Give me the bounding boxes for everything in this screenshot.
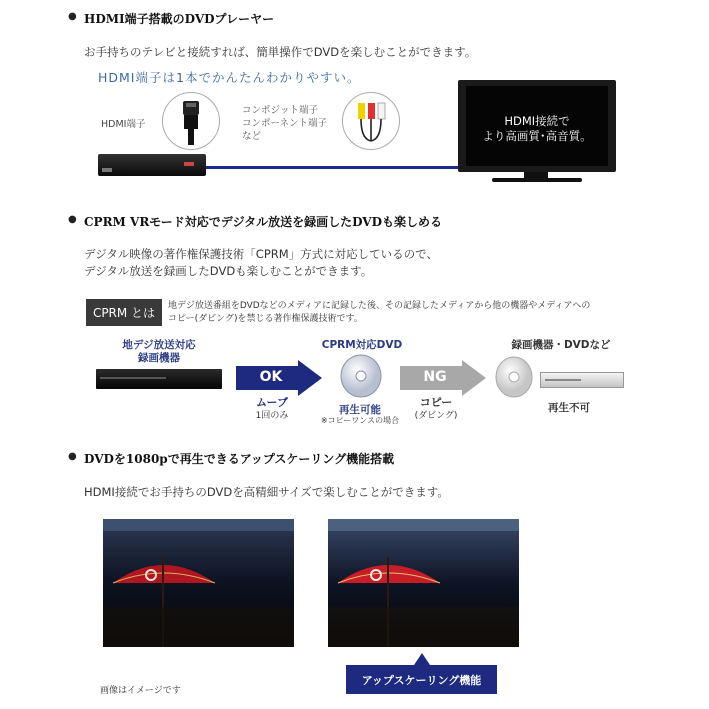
umbrella-photo-standard xyxy=(103,519,294,647)
dubbing-note: (ダビング) xyxy=(414,411,458,421)
dvd-disc-icon xyxy=(338,353,384,399)
hdmi-port-label: HDMI端子 xyxy=(101,119,146,130)
section-heading-cprm: CPRM VRモード対応でデジタル放送を録画したDVDも楽しめる xyxy=(84,215,443,229)
source-device-label: 地デジ放送対応 録画機器 xyxy=(122,339,196,364)
dvd-player-image xyxy=(98,154,206,176)
rca-cable-icon xyxy=(342,92,400,150)
recorder-gray-image xyxy=(540,372,624,388)
bullet-dot: ● xyxy=(68,11,77,22)
section-heading-hdmi: HDMI端子搭載のDVDプレーヤー xyxy=(84,12,275,26)
tv-screen-text: HDMI接続で より高画質･高音質。 xyxy=(482,114,592,143)
image-note: 画像はイメージです xyxy=(100,686,181,696)
recorder-image xyxy=(96,369,222,389)
ok-label: OK xyxy=(259,369,283,385)
umbrella-photo-upscaled xyxy=(328,519,519,647)
playable-label: 再生可能 xyxy=(339,404,381,416)
section-body-cprm: デジタル映像の著作権保護技術「CPRM」方式に対応しているので、 デジタル放送を録画したDVDも楽しむことができます。 xyxy=(84,247,438,278)
cprm-badge: CPRM とは xyxy=(86,299,162,326)
bullet-dot: ● xyxy=(68,214,77,225)
cprm-dvd-label: CPRM対応DVD xyxy=(321,339,403,351)
section-body-upscaling: HDMI接続でお手持ちのDVDを高精細サイズで楽しむことができます。 xyxy=(84,485,449,499)
section-body-hdmi: お手持ちのテレビと接続すれば、簡単操作でDVDを楽しむことができます。 xyxy=(84,45,477,59)
bullet-dot: ● xyxy=(68,451,77,462)
move-label: ムーブ xyxy=(256,396,288,409)
cprm-description: 地デジ放送番組をDVDなどのメディアに記録した後、その記録したメディアから他の機器やメディアへの コピー(ダビング)を禁じる著作権保護技術です。 xyxy=(168,301,591,324)
connection-line xyxy=(206,166,464,169)
hdmi-connection-illustration xyxy=(84,68,624,188)
callout-pointer xyxy=(414,653,430,665)
hdmi-cable-icon xyxy=(162,92,220,150)
copy-label: コピー xyxy=(419,396,453,409)
tv-image xyxy=(458,80,616,172)
move-once-note: 1回のみ xyxy=(255,411,289,421)
section-heading-upscaling: DVDを1080pで再生できるアップスケーリング機能搭載 xyxy=(84,452,395,466)
not-playable-label: 再生不可 xyxy=(548,402,590,414)
copy-once-note: ※コピーワンスの場合 xyxy=(320,416,400,425)
upscaling-badge: アップスケーリング機能 xyxy=(346,665,497,694)
composite-label: コンポジット端子 コンポーネント端子 など xyxy=(242,105,328,142)
dvd-disc-icon-gray xyxy=(494,355,534,401)
destination-label: 録画機器・DVDなど xyxy=(511,339,611,351)
ng-label: NG xyxy=(423,369,447,385)
hdmi-banner-title: HDMI端子は1本でかんたんわかりやすい。 xyxy=(98,70,361,85)
